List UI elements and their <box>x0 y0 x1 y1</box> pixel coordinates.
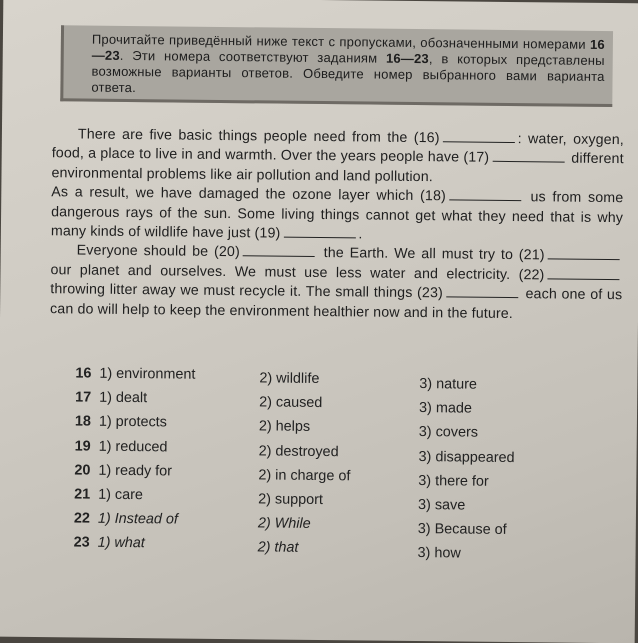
gap-blank-16 <box>443 130 515 143</box>
gap-number-22: (22) <box>518 266 545 284</box>
passage-text: our planet and ourselves. We must use less water and electricity. <box>50 262 519 283</box>
gap-number-21: (21) <box>518 247 545 264</box>
answer-option-3[interactable]: 3) there for <box>418 472 489 490</box>
passage-text: As a result, we have damaged the ozone layer which <box>51 184 421 205</box>
gap-fill-passage <box>50 125 624 325</box>
passage-text: : water, oxygen, food, a place to live in and warmth. Over the years people have <box>51 131 624 166</box>
passage-text: different environmental problems like air pollution and land pollution. <box>51 150 624 185</box>
passage-paragraph-1 <box>51 125 624 189</box>
answer-option-1[interactable]: 1) care <box>98 486 144 504</box>
answer-option-1[interactable]: 1) what <box>97 535 145 552</box>
answer-option-2[interactable]: 2) While <box>257 515 311 533</box>
answer-option-3[interactable]: 3) disappeared <box>418 448 515 466</box>
gap-blank-18 <box>449 189 521 202</box>
gap-number-23: (23) <box>417 285 444 302</box>
gap-number-20: (20) <box>213 244 240 261</box>
answer-option-2[interactable]: 2) in charge of <box>258 467 351 485</box>
passage-text: . <box>358 226 363 243</box>
question-number: 22 <box>73 510 91 527</box>
answer-option-2[interactable]: 2) wildlife <box>259 370 320 388</box>
answer-option-1[interactable]: 1) reduced <box>98 438 168 455</box>
passage-text: the Earth. We all must try to <box>317 245 519 264</box>
answer-option-3[interactable]: 3) nature <box>419 376 478 393</box>
question-number: 23 <box>73 534 90 551</box>
answer-option-1[interactable]: 1) environment <box>99 365 196 383</box>
passage-paragraph-2 <box>51 183 624 247</box>
passage-text: each one of us can do will help to keep the environment healthier now and in the future. <box>50 286 623 322</box>
passage-text: throwing litter away we must recycle it. The small things <box>50 281 418 302</box>
gap-number-19: (19) <box>254 225 281 242</box>
passage-paragraph-3 <box>50 242 623 326</box>
answer-option-2[interactable]: 2) support <box>258 491 323 508</box>
question-number: 19 <box>74 438 91 455</box>
question-number: 20 <box>74 462 91 479</box>
question-number: 17 <box>75 389 92 406</box>
instruction-text-2: . Эти номера соответствуют заданиям <box>119 47 387 66</box>
answer-option-3[interactable]: 3) Because of <box>417 521 507 539</box>
options-row-23 <box>73 535 543 564</box>
answer-option-2[interactable]: 2) destroyed <box>258 442 339 460</box>
answer-option-2[interactable]: 2) caused <box>259 394 323 412</box>
gap-blank-17 <box>492 150 564 163</box>
answer-option-2[interactable]: 2) that <box>257 539 299 557</box>
gap-number-18: (18) <box>419 188 447 205</box>
gap-number-17: (17) <box>463 149 490 167</box>
question-number: 16 <box>75 365 92 382</box>
question-number: 21 <box>74 486 91 503</box>
passage-text: Everyone should be <box>76 242 215 261</box>
passage-text: There are five basic things people need from the <box>77 126 414 146</box>
answer-option-3[interactable]: 3) made <box>418 400 472 417</box>
answer-option-1[interactable]: 1) ready for <box>98 462 173 480</box>
instruction-text-1: Прочитайте приведённый ниже текст с пропусками, обозначенными номерами <box>91 31 591 52</box>
answer-option-2[interactable]: 2) helps <box>258 418 311 436</box>
task-instruction-box <box>60 25 613 107</box>
gap-blank-19 <box>283 226 355 239</box>
answer-options-list <box>73 365 545 563</box>
answer-option-3[interactable]: 3) how <box>417 545 461 562</box>
gap-blank-23 <box>446 286 518 299</box>
answer-option-1[interactable]: 1) dealt <box>99 389 148 407</box>
answer-option-1[interactable]: 1) Instead of <box>97 510 178 528</box>
gap-blank-20 <box>243 245 315 258</box>
instruction-range-1: 16—23 <box>91 36 605 63</box>
answer-option-3[interactable]: 3) save <box>417 496 466 514</box>
gap-blank-21 <box>548 248 620 261</box>
answer-option-3[interactable]: 3) covers <box>418 424 479 442</box>
answer-option-1[interactable]: 1) protects <box>98 414 167 431</box>
passage-text: us from some dangerous rays of the sun. Some living things cannot get what they need that is why many kinds of wildlife have just <box>50 189 624 242</box>
question-number: 18 <box>74 413 92 430</box>
gap-number-16: (16) <box>413 129 440 147</box>
instruction-range-2: 16—23 <box>385 50 429 67</box>
instruction-text-3: , в которых представлены возможные варианты ответов. Обведите номер выбранного вами варианта ответа. <box>91 51 605 96</box>
gap-blank-22 <box>547 267 619 280</box>
